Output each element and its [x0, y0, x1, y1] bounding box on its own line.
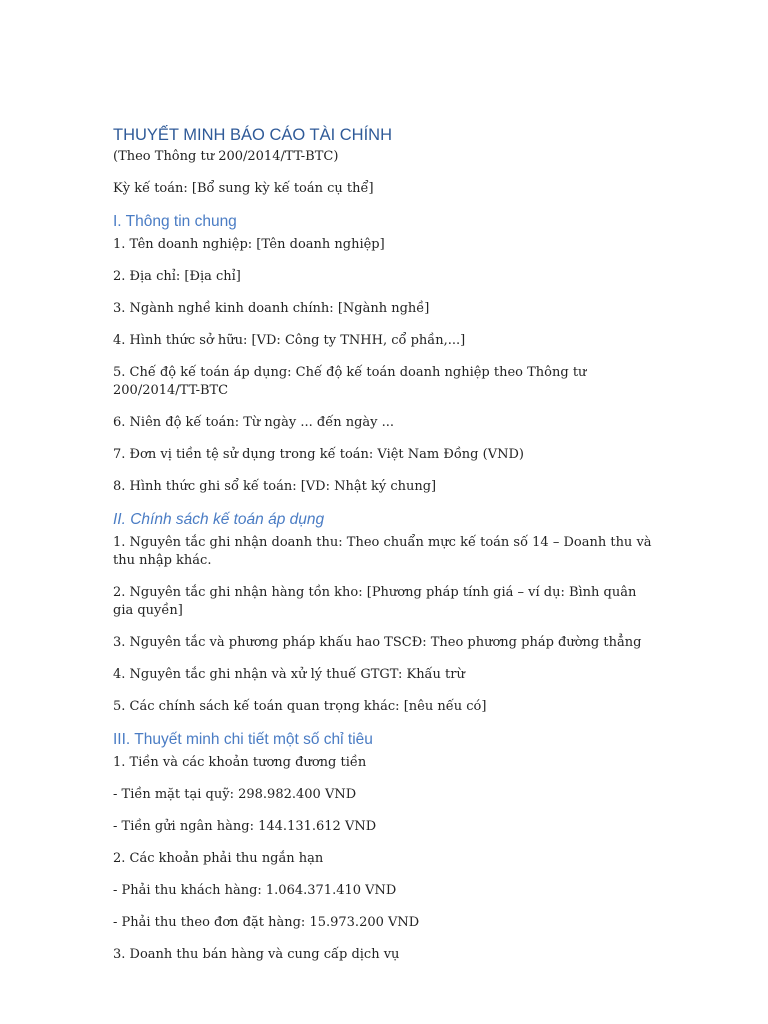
policy-item: 2. Nguyên tắc ghi nhận hàng tồn kho: [Phương pháp tính giá – ví dụ: Bình quân gia quyền] — [113, 585, 637, 618]
detail-item: 2. Các khoản phải thu ngắn hạn — [113, 851, 324, 866]
detail-item: 3. Doanh thu bán hàng và cung cấp dịch vụ — [113, 947, 400, 962]
policy-item: 5. Các chính sách kế toán quan trọng khác: [nêu nếu có] — [113, 699, 487, 714]
section-heading-accounting-policies: II. Chính sách kế toán áp dụng — [113, 511, 325, 528]
section-heading-general-info: I. Thông tin chung — [113, 213, 237, 230]
info-item: 3. Ngành nghề kinh doanh chính: [Ngành nghề] — [113, 301, 430, 316]
detail-item: - Tiền mặt tại quỹ: 298.982.400 VND — [113, 787, 357, 802]
policy-item: 1. Nguyên tắc ghi nhận doanh thu: Theo chuẩn mực kế toán số 14 – Doanh thu và thu nhập khác. — [113, 535, 652, 568]
section-heading-detailed-notes: III. Thuyết minh chi tiết một số chỉ tiêu — [113, 731, 373, 748]
detail-item: - Phải thu khách hàng: 1.064.371.410 VND — [113, 883, 397, 898]
accounting-period: Kỳ kế toán: [Bổ sung kỳ kế toán cụ thể] — [113, 181, 374, 196]
info-item: 5. Chế độ kế toán áp dụng: Chế độ kế toán doanh nghiệp theo Thông tư 200/2014/TT-BTC — [113, 365, 587, 398]
info-item: 2. Địa chỉ: [Địa chỉ] — [113, 269, 241, 284]
detail-item: 1. Tiền và các khoản tương đương tiền — [113, 755, 367, 770]
policy-item: 3. Nguyên tắc và phương pháp khấu hao TSCĐ: Theo phương pháp đường thẳng — [113, 635, 642, 650]
document-subtitle: (Theo Thông tư 200/2014/TT-BTC) — [113, 149, 339, 164]
detail-item: - Phải thu theo đơn đặt hàng: 15.973.200 VND — [113, 915, 420, 930]
section-general-info — [113, 212, 658, 496]
info-item: 6. Niên độ kế toán: Từ ngày ... đến ngày ... — [113, 415, 395, 430]
document-page — [113, 124, 658, 978]
info-item: 1. Tên doanh nghiệp: [Tên doanh nghiệp] — [113, 237, 385, 252]
document-title: THUYẾT MINH BÁO CÁO TÀI CHÍNH — [113, 126, 393, 144]
info-item: 7. Đơn vị tiền tệ sử dụng trong kế toán: Việt Nam Đồng (VND) — [113, 447, 524, 462]
detail-item: - Tiền gửi ngân hàng: 144.131.612 VND — [113, 819, 377, 834]
section-detailed-notes — [113, 730, 658, 964]
info-item: 8. Hình thức ghi sổ kế toán: [VD: Nhật ký chung] — [113, 479, 437, 494]
section-accounting-policies — [113, 510, 658, 716]
policy-item: 4. Nguyên tắc ghi nhận và xử lý thuế GTGT: Khấu trừ — [113, 667, 465, 682]
info-item: 4. Hình thức sở hữu: [VD: Công ty TNHH, cổ phần,...] — [113, 333, 466, 348]
